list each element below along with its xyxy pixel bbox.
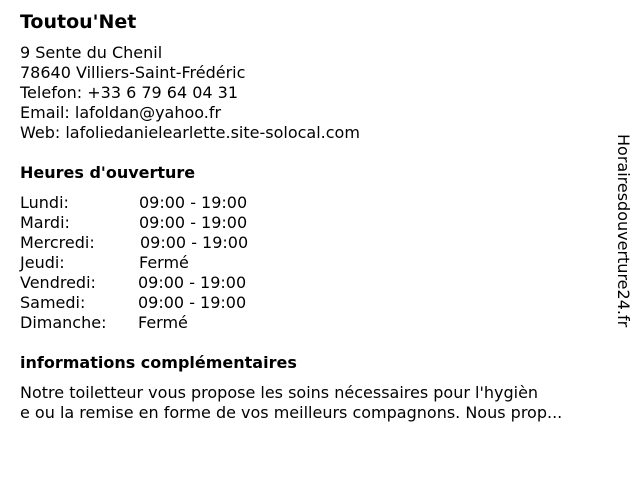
day-label: Vendredi:: [20, 273, 96, 292]
info-description: [20, 383, 620, 423]
address-city: 78640 Villiers-Saint-Frédéric: [20, 63, 246, 82]
hours-row-mardi: [20, 213, 320, 233]
hours-row-samedi: [20, 293, 320, 313]
day-hours: Fermé: [138, 313, 188, 332]
info-heading: informations complémentaires: [20, 353, 297, 372]
site-watermark[interactable]: Horairesdouverture24.fr: [614, 134, 633, 328]
contact-block: [20, 43, 360, 143]
day-label: Mardi:: [20, 213, 70, 232]
hours-row-mercredi: [20, 233, 320, 253]
day-label: Lundi:: [20, 193, 69, 212]
hours-row-lundi: [20, 193, 320, 213]
day-hours: 09:00 - 19:00: [138, 293, 247, 312]
hours-row-dimanche: [20, 313, 320, 333]
day-hours: 09:00 - 19:00: [139, 213, 248, 232]
info-line: Notre toiletteur vous propose les soins nécessaires pour l'hygièn: [20, 383, 539, 402]
phone-number[interactable]: Telefon: +33 6 79 64 04 31: [20, 83, 239, 102]
day-hours: Fermé: [139, 253, 189, 272]
info-line: e ou la remise en forme de vos meilleurs compagnons. Nous prop...: [20, 403, 563, 422]
hours-row-vendredi: [20, 273, 320, 293]
day-label: Jeudi:: [20, 253, 65, 272]
hours-row-jeudi: [20, 253, 320, 273]
email-address[interactable]: Email: lafoldan@yahoo.fr: [20, 103, 222, 122]
day-hours: 09:00 - 19:00: [140, 233, 249, 252]
business-name: Toutou'Net: [20, 11, 137, 33]
day-label: Mercredi:: [20, 233, 95, 252]
day-label: Dimanche:: [20, 313, 107, 332]
hours-heading: Heures d'ouverture: [20, 163, 196, 182]
address-street: 9 Sente du Chenil: [20, 43, 163, 62]
day-label: Samedi:: [20, 293, 86, 312]
day-hours: 09:00 - 19:00: [138, 273, 247, 292]
website-link[interactable]: Web: lafoliedanielearlette.site-solocal.com: [20, 123, 360, 142]
hours-table: [20, 193, 320, 333]
day-hours: 09:00 - 19:00: [139, 193, 248, 212]
